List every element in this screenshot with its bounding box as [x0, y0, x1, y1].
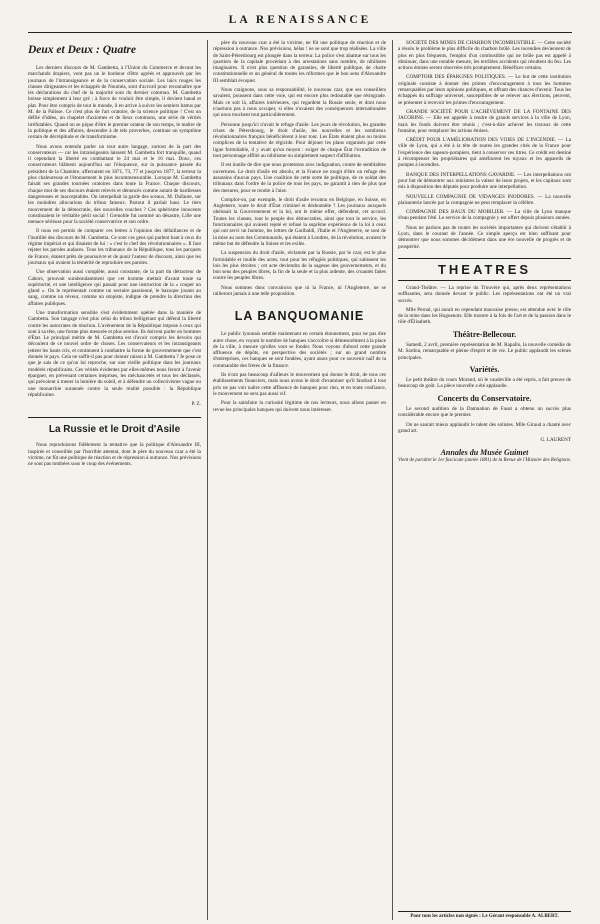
- paragraph: Nous sommes donc convaincus que ni la France, ni l'Angleterre, ne se rallieront jamais à une telle proposition.: [213, 284, 386, 297]
- paragraph: Une transformation sensible s'est évidemment opérée dans la manière de Gambetta. Son langage n'est plus celui du tribun belligérant qui défend la liberté contre les autocrates de réaction. L'avènement de la République impose à ceux qui sont à sa tête, une forme plus mesurée et plus sereine. Ils doivent parler en hommes d'État. Le principal mérite de M. Gambetta est d'avoir compris les devoirs qui découlent de ce nouvel ordre de choses. Les conservateurs et les intransigeants jettent les hauts cris, et continuent à combattre la forme de gouvernement que c'est donnée le pays. Cela ne suffit-il pas pour donner raison à M. Gambetta ? Je pose ce que je sais de ce qu'on lui reproche, sur une vieille politique dans les journaux modérés républicains. Ces vérités évidentes par elles-mêmes nous feront à l'avenir épargner, en prévenant certaines méprises, les méchancetés et tous les déclassés, qui prévoient à mener la lumière du soleil, et à défendre un collectivisme vague ou une monarchie surannée contre la seule réalité possible : la République républicaine.: [28, 309, 201, 398]
- paragraph: CRÉDIT POUR L'AMÉLIORATION DES VOIES DE L'INCENDIE. — La ville de Lyon, qui a été à la tête de toutes les grandes cités de la France pour l'expérience des sapeurs-pompiers, tient à conserver ces titres. Ce crédit est destiné à récompenser les propriétaires qui améliorent les tuyaux et les appareils de pompes à incendies.: [398, 137, 571, 169]
- column-2: [213, 40, 386, 920]
- paragraph: BANQUE DES INTERPELLATIONS GAVARDIE. — Les interpellations ont pour but de démontrer aux ministres la valeur de leurs projets, et les capitaux sont mis à disposition des députés pour produire une interpellation.: [398, 171, 571, 191]
- signature: G. LAURENT: [540, 437, 571, 444]
- signature: P. Z.: [191, 401, 201, 408]
- paragraph: Une observation aussi complète, aussi constante, de la part du détracteur de Cahors, prouvait surabondamment que cet homme mettait d'avant toute sa supériorité, et une intelligence qui passait pour une instruction de la « couper un gland ». On le représentait comme un sectaire passionné, le bazoque jouant au sang, comme un réveur, comme un utopiste, indigne de prendre la direction des affaires publiques.: [28, 269, 201, 307]
- paragraph: Nous ne parlons pas de toutes les sociétés importantes qui doivent s'établir à Lyon, dans le courant de l'année. Ce simple aperçu est bien suffisant pour démontrer que nous sommes décidément dans une ère nouvelle de progrès et de prospérité.: [398, 224, 571, 250]
- paragraph: Complot-on, par exemple, le droit d'asile reconnu en Belgique, en Suisse, en Angleterre, toute le droit d'État criminel et déshonnête ? Les journaux auxquels obéissait la Gouvernement et la loi, ont le même effet, défendent, cet accord. Toutes les classes, tout le peuple des démocraties, ainsi que tout le service, les fonctionnaires qui avaient rejeté et refusé la suprême expérience de la loi à ceux qui ont servi un homme, les lettres de Garibaldi, l'Italie et l'Angleterre, se sont de la mise au nom des Communards, qui étaient à Londres, de la révolution, avaient le même but de défendre la Suisse et les exilés.: [213, 196, 386, 247]
- paragraph: père du nouveau czar a été la victime, ne fût une politique de réaction et de répression à outrance. Nos prévisions, hélas ! ne se sont que trop réalisées. La ville de Saint-Pétersbourg est plongée dans la terreur. La police s'est abattue sur tous les quartiers de la capitale procédant à des arrestations sans nombre, de nihilistes imaginaires. Il n'est plus question de garanties, de liberté publique, de charte constitutionnelle et un général de toutes les réformes que le bon sens d'Alexandre III semblait évoquer.: [213, 40, 386, 84]
- paragraph: Le second audition de la Damnation de Faust a obtenu un succès plus considérable encore que le premier.: [398, 406, 571, 419]
- paragraph: Le petit théâtre du cours Morand, où le vaudeville a été repris, a fait preuve de beaucoup de goût. La pièce nouvelle a été applaudie.: [398, 377, 571, 390]
- footer-note: Pour tous les articles non signés : Le Gérant responsable A. ALBERT.: [398, 911, 571, 920]
- section-title: La Russie et le Droit d'Asile: [28, 417, 201, 436]
- notice-text: Vient de paraître le 1er fascicule (année 1881) de la Revue de l'Histoire des Religions.: [398, 457, 571, 463]
- paragraph: COMPAGNIE DES BAUX DU MOBILIER. — La ville de Lyon manque d'eau pendant l'été. Le service de la compagnie y est offert depuis plusieurs années.: [398, 209, 571, 222]
- paragraph: Samedi, 2 avril, première représentation de M. Rapallo, la nouvelle comédie de M. Sardou, remarquable et pleine d'esprit et de vie. Le public applaudit les scènes principales.: [398, 341, 571, 361]
- subsection-title: Théâtre-Bellecour.: [452, 329, 517, 339]
- section-title: LA BANQUOMANIE: [234, 309, 365, 324]
- paragraph: Mlle Pernal, qui aurait eu cependant mauvaise presse, est attendue avec le rôle de la reine dans les Huguenots. Elle montre à la fois de l'art et de la passion dans le rôle d'Élisabeth.: [398, 306, 571, 326]
- paragraph: COMPTOIR DES ÉPARGNES POLITIQUES. — Le but de cette institution originale consiste à donner des primes d'encouragement à tous les hommes remarquables par leurs opinions politiques, et offrant des chances d'avenir. Tous les échappés du suffrage universel, susceptibles de se relever aux élections, peuvent, se présenter à recevoir les primes d'encouragement.: [398, 74, 571, 106]
- article-title: Deux et Deux : Quatre: [28, 44, 136, 56]
- paragraph: Grand-Théâtre. — La reprise du Trouvère qui, après deux représentations suffisantes, sera donnée devant le public. Les représentations ont été un vrai succès.: [398, 284, 571, 304]
- paragraph: NOUVELLE COMPAGNIE DE VIDANGES INODORES. — La nouvelle plaisanterie lancée par la compagnie ne peut remplacer la célèbre.: [398, 193, 571, 206]
- paragraph: Les derniers discours de M. Gambetta, à l'Union du Commerce et devant les marchands drapiers, vont pas un le bonheur d'être agréés et approuvés par les journaux de l'intransigeance et de la conservation sociale. Les laïcs rouges les classes dirigeantes et les échappés de Nouméa, sont d'accord pour reconnaître que les déclarations du chef de la majorité sont du dernier commun. M. Gambetta boisse simplement à leur gré ; à force de vouloir être simple, il devient banal et plat. Pour être compris de tout le monde, il en arrive à suivre les sentiers battus par M. de la Palisse. Ce n'est plus de l'art oratoire, de la science politique ! C'est un défilé d'idées, un chapelet d'axiomes et de lieux communs, une série de vérités irréfutables. Quand on se pique d'être le premier orateur de son temps, le maître de la politique et des affaires, descendre à de tels proverbes, continue un symptôme certain de décrépitude et de transformisme.: [28, 65, 201, 141]
- paragraph: Pour la satisfaire la curiosité légitime de nos lecteurs, nous allons passer en revue les principales banques qui doivent nous intéresser.: [213, 400, 386, 413]
- paragraph: Personne jusqu'ici n'avait le refuge d'asile. Les jours de révolution, les grandes crises de Pétersbourg, le droit d'asile, les nouvelles et les nombreux révolutionnaires français bénéficièrent à leur tour. Les États étaient plus ou moins complices de la tentative de régicide. Pour déjouer les plans organisés par cette ligue formidable, il y avait qu'un moyen : exiger de chaque État l'extradition de tout personnage affilié au nihilisme ou simplement suspect d'affiliation.: [213, 121, 386, 160]
- notice-title: Annales du Musée Guimet: [440, 447, 529, 457]
- columns: [28, 40, 580, 920]
- paragraph: SOCIÉTÉ DES MINES DE CHARBON INCOMBUSTIBLE. — Cette société a résolu le problème le plus difficile du charbon brûlé. Les incendies deviennent de plus en plus fréquents, l'emploi d'un combustible qui ne brûle pas est appelé à diminuer, dans une notable mesure, les terribles accidents qui résultent du feu. Les actions émises seront réservées très promptement. Bénéfices certains.: [398, 40, 571, 72]
- subsection-title: Concerts du Conservatoire.: [437, 393, 532, 403]
- paragraph: Ils n'ont pas beaucoup d'ailleurs le mouvement qui donne le droit, de tous ces établissements financiers, mais nous avons le droit d'examiner qu'il faudrait à tout prix ne pas voir naître cette affluence de banques pour rien, et en toute confiance, le mouvement ne sera pas aussi vif.: [213, 372, 386, 397]
- running-title: LA RENAISSANCE: [228, 14, 372, 26]
- paragraph: Le public lyonnais semble maintenant en certain étonnement, pour ne pas dire autre chose, en voyant le nombre de banques s'accroître si démesurément à la place de la ville, à mesure qu'elles vont se fonder. Nous voyons d'abord cette grande affluence de dépôts, en perspective des sociétés ; sur un grand nombre d'entreprises, ces banques se sont fondées, ayant assez pour ce souvenir naïf de la commandite des frères de la finance.: [213, 331, 386, 369]
- subsection-title: Variétés.: [469, 364, 500, 374]
- column-3: [398, 40, 571, 920]
- paragraph: Nous avons entendu parler un tout autre langage, surtout de la part des conservateurs — car les intransigeants laissent M. Gambetta fort tranquille, quand il cependant la liberté en combattant le 24 mai et le 16 mai. Donc, ces conservateurs blâment aujourd'hui sur l'éloquence, sur la puissance passée du président de la Chambre, affectaient en 1871, 73, 77 et jusqu'en 1877, la terreur la plus chaleureuse et l'étonnement le plus incommensurable. Lorsque M. Gambetta faisait ses grandes tournées oratoires dans toute la France. Chaque discours, chaque mot de ses discours étaient relevés et dénoncés comme autant de hardiesses dangereuses et inacceptables. On interpellait la garde des sceaux, M. Dufaure, sur les moindres allocutions du tribun fameux. Partout il parlait haut. Le tiers mouvement de la démocratie, des nouvelles couches ? Ces sphérisme innocents constituaient le véritable péril social ! Grenoble fut nommé un désastre, Lille une menace sérieuse pour la société conservatrice et son ordre.: [28, 143, 201, 226]
- column-rule: [392, 40, 393, 920]
- paragraph: Il nous est permis de comparer ces lettres à l'opinion des défaillances et de l'inutilité des discours de M. Gambetta. Ce sont ces gens qui parlent haut à ceux du régime impérial et qui disaient de lui : « c'est le chef des révolutionnaires ». Il faut rejeter les paroles audaces. Tous les tribunaux de la République, tous les parquets de France, étaient prêts de poursuivre et de punir l'auteur de discours, ainsi que les journaux qui avaient la témérité de reproduire ses paroles.: [28, 228, 201, 266]
- paragraph: On ne saurait mieux applaudir le talent des solistes. Mlle Giraud a chanté avec grand art.: [398, 421, 571, 434]
- paragraph: La suspension du droit d'asile, réclamée par la Russie, par le czar, est le plus formidable et inutile des actes, tout pour les réfugiés politiques, qui subissent les lois les plus étroites ; cet acte deviendra de la sagesse des gouvernements, et du bon sens des peuples libres, la fin de la seule et la plus ardente, des cruautés faites contre les peuples libres.: [213, 250, 386, 282]
- column-1: [28, 40, 201, 920]
- section-title: THEATRES: [398, 258, 571, 281]
- paragraph: Nous craignons, sous sa responsabilité, le nouveau czar, que ses conseillers savaient, poussent dans cette voie, qui est encore plus redoutable que rétrograde. Mais ce soit là, affaires intérieures, qui regardent la Russie seule, et dont nous n'aurions pas à nous occuper, si elles n'avaient des conséquences internationales qui nous touchent tout particulièrement.: [213, 87, 386, 119]
- column-rule: [207, 40, 208, 920]
- paragraph: Nous reproduisons fidèlement la tentative que la politique d'Alexandre III, inspirée et conseillée par l'horrible attentat, dont le père du nouveau czar a été la victime, ne fût une politique de réaction et de répression à outrance. Nos prévisions ne sont pas tombées sous le coup des événements.: [28, 442, 201, 468]
- masthead: [28, 8, 572, 33]
- paragraph: GRANDE SOCIÉTÉ POUR L'ACHÈVEMENT DE LA FONTAINE DES JACOBINS. — Elle est appelée à rendre de grands services à la ville de Lyon, mais les fonds doivent être réunis ; c'est-à-dire achever les travaux de cette fontaine, pour remplacer les actions émises.: [398, 108, 571, 134]
- paragraph: Il est inutile de dire que nous protestons avec indignation, contre de semblables ouvertures. Le droit d'asile est absolu, et la France ne rougit d'être un refuge des assassins d'aucun pays. Une coalition de cette sorte de politique, de ce soldat des tribunaux dans l'ordre de la police de tous les pays, ne garantit à rien de plus que des mesures, pour se rendre à l'aise.: [213, 162, 386, 194]
